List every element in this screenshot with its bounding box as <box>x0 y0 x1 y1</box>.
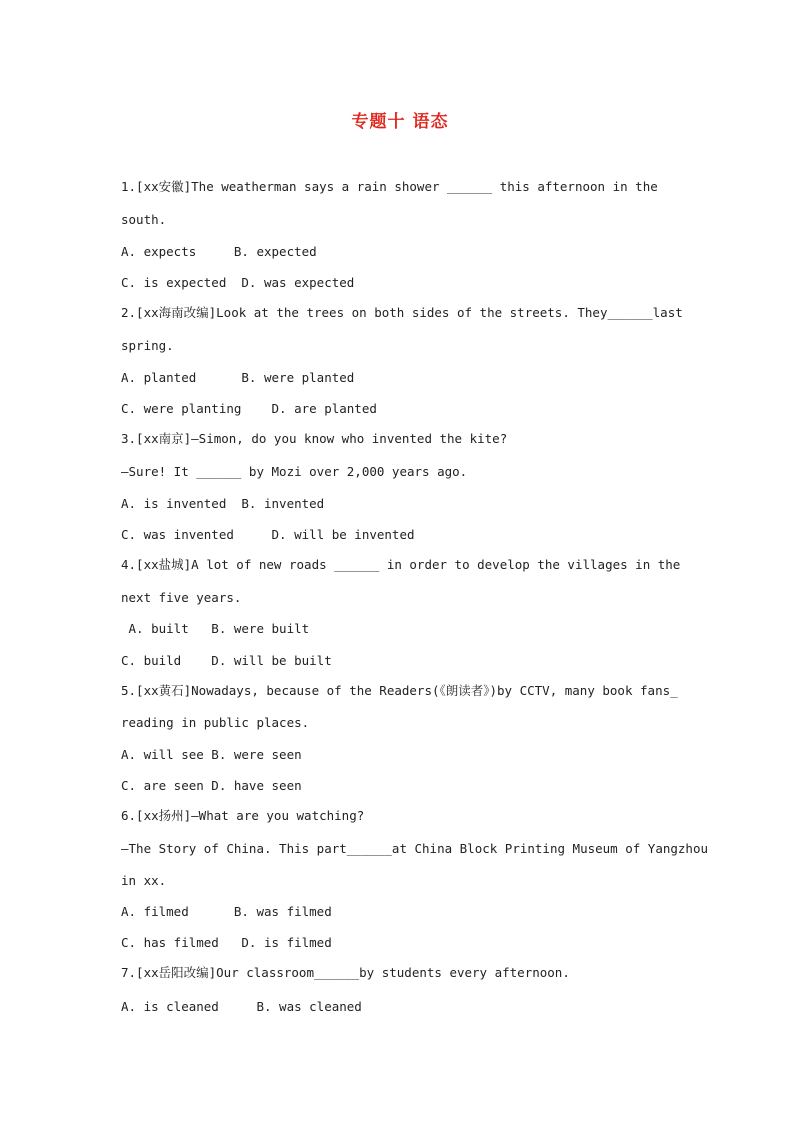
question-1-stem: 1.[xx安徽]The weatherman says a rain shower ______ this afternoon in the <box>121 179 658 194</box>
page-title: 专题十 语态 <box>351 112 449 132</box>
question-1-stem-cont: south. <box>121 212 167 227</box>
question-2-options-cd: C. were planting D. are planted <box>121 401 377 416</box>
question-6-stem-cont-2: in xx. <box>121 873 167 888</box>
question-3-stem-cont: —Sure! It ______ by Mozi over 2,000 years ago. <box>121 464 468 479</box>
question-6-options-ab: A. filmed B. was filmed <box>121 904 332 919</box>
question-5-options-ab: A. will see B. were seen <box>121 747 302 762</box>
question-5-stem: 5.[xx黄石]Nowadays, because of the Readers(《朗读者》)by CCTV, many book fans_ <box>121 683 678 698</box>
question-4-options-ab: A. built B. were built <box>121 621 310 636</box>
question-6-stem-cont: —The Story of China. This part______at China Block Printing Museum of Yangzhou <box>121 841 708 856</box>
question-4-stem: 4.[xx盐城]A lot of new roads ______ in order to develop the villages in the <box>121 557 681 572</box>
question-5-stem-cont: reading in public places. <box>121 715 310 730</box>
question-4-stem-cont: next five years. <box>121 590 242 605</box>
question-7-stem: 7.[xx岳阳改编]Our classroom______by students every afternoon. <box>121 965 570 980</box>
question-3-options-cd: C. was invented D. will be invented <box>121 527 415 542</box>
question-3-options-ab: A. is invented B. invented <box>121 496 325 511</box>
question-2-stem: 2.[xx海南改编]Look at the trees on both sides of the streets. They______last <box>121 305 683 320</box>
question-1-options-ab: A. expects B. expected <box>121 244 317 259</box>
question-3-stem: 3.[xx南京]—Simon, do you know who invented the kite? <box>121 431 508 446</box>
question-6-stem: 6.[xx扬州]—What are you watching? <box>121 808 365 823</box>
question-2-stem-cont: spring. <box>121 338 174 353</box>
question-7-options-ab: A. is cleaned B. was cleaned <box>121 999 362 1014</box>
question-2-options-ab: A. planted B. were planted <box>121 370 355 385</box>
question-6-options-cd: C. has filmed D. is filmed <box>121 935 332 950</box>
question-1-options-cd: C. is expected D. was expected <box>121 275 355 290</box>
question-4-options-cd: C. build D. will be built <box>121 653 332 668</box>
question-5-options-cd: C. are seen D. have seen <box>121 778 302 793</box>
